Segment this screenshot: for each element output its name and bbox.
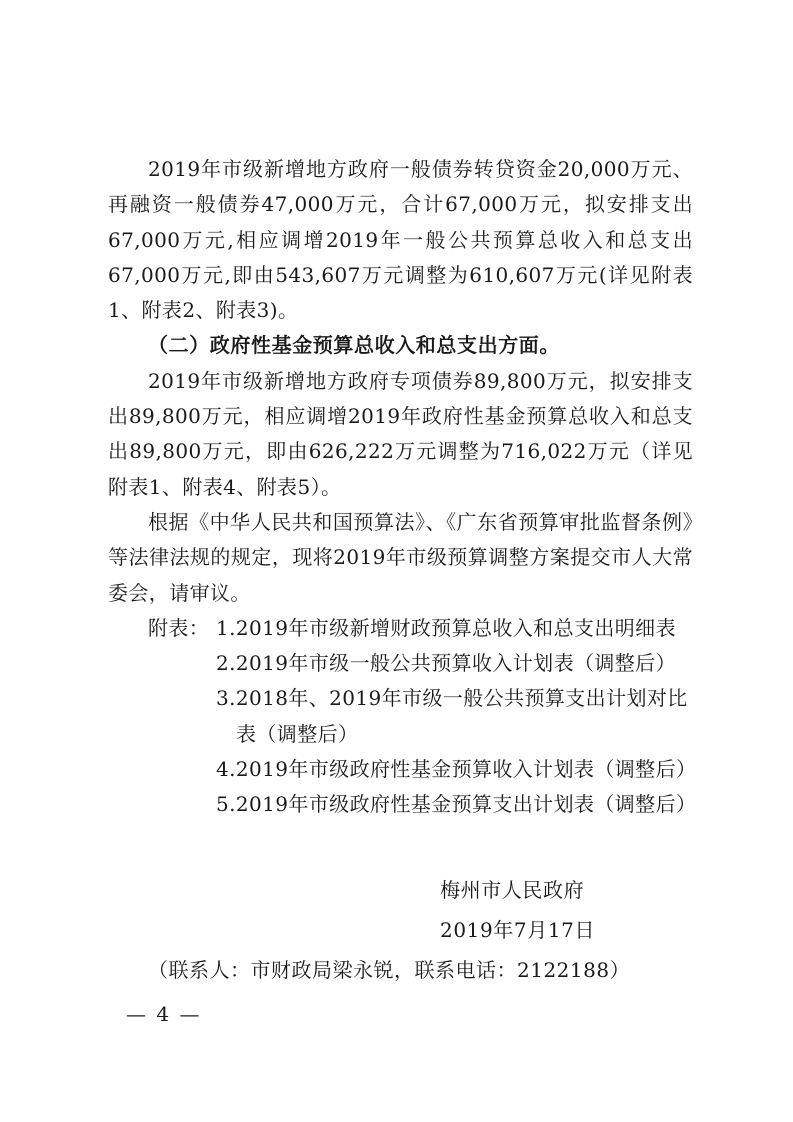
attachment-item-5: 5.2019年市级政府性基金预算支出计划表（调整后） bbox=[216, 792, 697, 817]
attachment-item bbox=[108, 611, 693, 646]
page-number: — 4 — bbox=[126, 1002, 202, 1026]
attachment-item bbox=[108, 752, 697, 787]
attachment-item-3: 3.2018年、2019年市级一般公共预算支出计划对比 bbox=[216, 686, 688, 711]
attachment-item-2: 2.2019年市级一般公共预算收入计划表（调整后） bbox=[216, 651, 676, 676]
paragraph-fund-budget: 2019年市级新增地方政府专项债券89,800万元，拟安排支出89,800万元，相应调增2019年政府性基金预算总收入和总支出89,800万元，即由626,222万元调整为716,022万元（详见附表1、附表4、附表5）。 bbox=[108, 368, 693, 499]
signature-date: 2019年7月17日 bbox=[440, 918, 596, 942]
attachment-item-4: 4.2019年市级政府性基金预算收入计划表（调整后） bbox=[216, 757, 697, 782]
paragraph-general-budget: 2019年市级新增地方政府一般债券转贷资金20,000万元、再融资一般债券47,000万元，合计67,000万元，拟安排支出67,000万元,相应调增2019年一般公共预算总收入和总支出67,000万元,即由543,607万元调整为610,607万元(详见附表1、附表2、附表3)。 bbox=[108, 157, 693, 323]
attachment-item bbox=[108, 787, 697, 822]
attachment-item-1: 1.2019年市级新增财政预算总收入和总支出明细表 bbox=[216, 615, 676, 640]
attachment-item-3-continuation: 表（调整后） bbox=[236, 721, 359, 746]
attachment-item bbox=[108, 646, 693, 681]
contact-info: （联系人：市财政局梁永锐，联系电话：2122188） bbox=[148, 958, 631, 982]
attachment-list bbox=[108, 611, 697, 823]
signature-organization: 梅州市人民政府 bbox=[440, 878, 585, 902]
attachment-item-continuation bbox=[108, 717, 693, 752]
body-content bbox=[108, 152, 697, 823]
paragraph-submission: 根据《中华人民共和国预算法》、《广东省预算审批监督条例》等法律法规的规定，现将2019年市级预算调整方案提交市人大常委会，请审议。 bbox=[108, 509, 693, 605]
attachment-item bbox=[108, 681, 693, 716]
section-heading-fund-budget: （二）政府性基金预算总收入和总支出方面。 bbox=[148, 333, 560, 358]
attachment-prefix: 附表： bbox=[148, 615, 210, 640]
